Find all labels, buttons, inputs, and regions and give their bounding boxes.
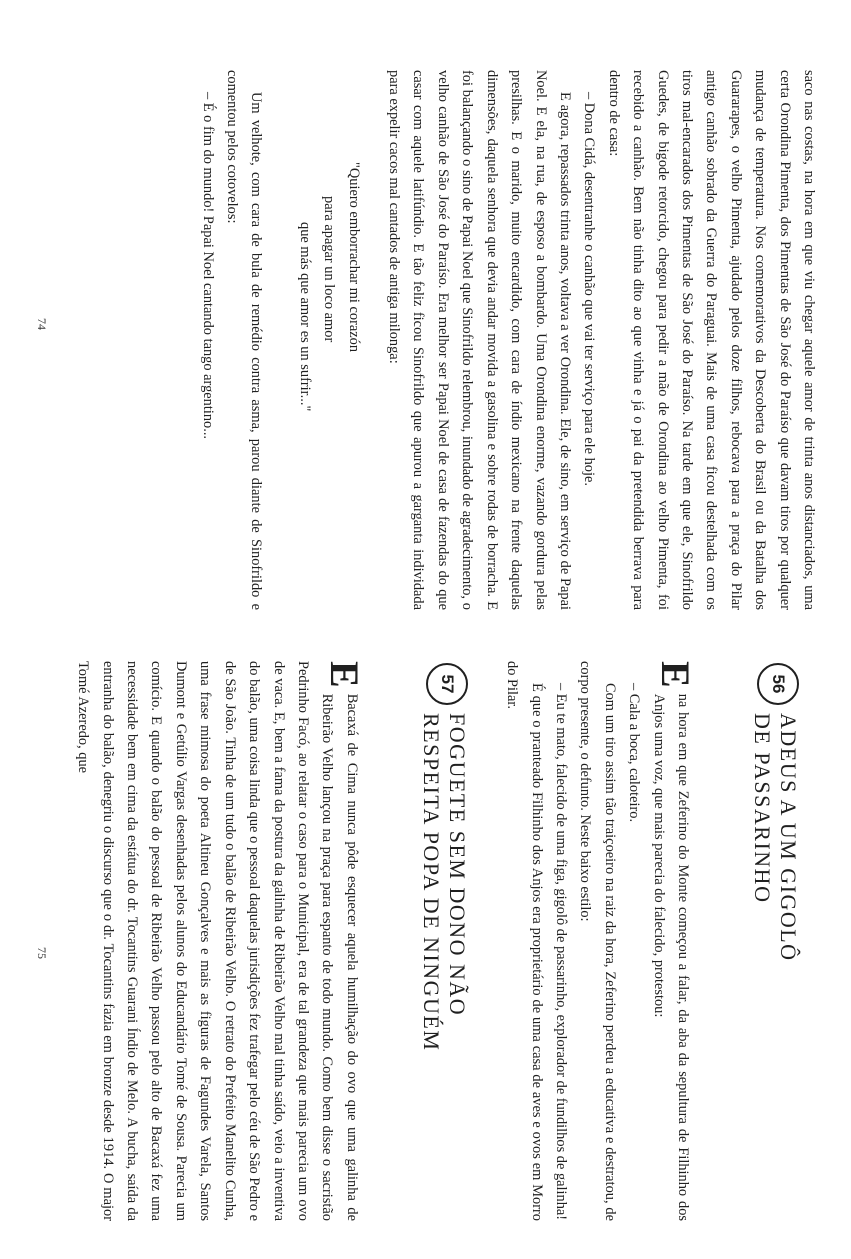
verse-line: para apagar un loco amor [321, 196, 338, 343]
left-page [0, 0, 851, 629]
chapter-title-line: ADEUS A UM GIGOLÔ [776, 713, 801, 962]
chapter-title-line: RESPEITA POPA DE NINGUÉM [418, 713, 444, 1052]
chapter-opening-paragraph [71, 661, 367, 1221]
chapter-title [749, 713, 801, 962]
paragraph-text: na hora em que Zeferino do Monte começou a falar, da aba da sepultura de Filhinho dos Anjos uma voz, que mais parecia do falecido, protestou: [650, 693, 691, 1221]
chapter-56-heading [701, 661, 805, 1221]
chapter-number-badge: 57 [426, 663, 468, 705]
chapter-57-heading [370, 661, 474, 1221]
chapter-title-line: FOGUETE SEM DONO NÃO [444, 713, 470, 1017]
drop-cap: E [321, 661, 367, 688]
paragraph-text: Bacaxá de Cima nunca pôde esquecer aquela humilhação do ovo que uma galinha de Ribeirão Velho lançou na praça para espanto de todo mundo. Como bem disse o sacristão Pedrinho Facó, ao relatar o caso para o Municipal, era de tal grandeza que mais parecia um ovo de vaca. E, bem a fama da postura da galinha de Ribeirão Velho mal tinha saído, veio a inventiva do balão, uma coisa linda que o pessoal daquelas jurisdições fez trafegar pelo céu de São Pedro e de São João. Tinha de um tudo o balão de Ribeirão Velho. O retrato do Prefeito Manelito Cunha, uma frase mimosa do poeta Altineu Gonçalves e mais as figuras de Fagundes Varela, Santos Dumont e Getúlio Vargas desenhadas pelos alunos do Educandário Tomé de Sousa. Parecia um comício. E quando o balão do pessoal de Ribeirão Velho passou pelo alto de Bacaxá fez uma necessidade bem em cima da estátua do dr. Tocantins Guarani Índio de Melo. A bucha, saída da entranha do balão, denegriu o discurso que o dr. Tocantins fazia em bronze desde 1914. O major Tomé Azeredo, que [75, 661, 360, 1221]
paragraph: – É o fim do mundo! Papai Noel cantando tango argentino... [199, 92, 216, 440]
page-number: 74 [35, 318, 49, 330]
chapter-opening-paragraph [646, 661, 698, 1221]
verse-line: "Quiero emborrachar mi corazón [345, 162, 362, 353]
chapter-title [418, 713, 470, 1051]
verse-quote [292, 70, 365, 610]
right-page-text [71, 661, 809, 1221]
paragraph: saco nas costas, na hora em que viu chegar aquele amor de trinta anos distanciados, uma certa Orondina Pimenta, dos Pimentas de São José do Paraíso que davam tiros por qualquer mudança de temperatura. Nos comemorativos da Descoberta do Brasil ou da Batalha dos Guararapes, o velho Pimenta, ajudado pelos doze filhos, rebocava para a praça do Pilar antigo canhão sobrado da Guerra do Paraguai. Mais de uma casa ficou destelhada com os tiros mal-encarados dos Pimentas de São José do Paraíso. Na tarde em que ele, Sinofrildo Guedes, de bigode retorcido, chegou para pedir a mão de Orondina ao velho Pimenta, foi recebido a canhão. Bem não tinha dito ao que vinha e já o pai da pretendida berrava para dentro de casa: [605, 70, 817, 610]
verse-line: que más que amor es un sufrir..." [296, 222, 313, 412]
right-page [0, 629, 851, 1259]
paragraph: – Dona Cidá, desentranhe o canhão que vai ter serviço para ele hoje. [581, 92, 598, 486]
page-number: 75 [35, 947, 49, 959]
chapter-number-badge: 56 [757, 663, 799, 705]
paragraph: – Eu te mato, falecido de uma figa, gigolô de passarinho, explorador de fundilhos de galinha! [552, 683, 569, 1221]
drop-cap: E [653, 661, 698, 688]
paragraph: Um velhote, com cara de bula de remédio contra asma, parou diante de Sinofrildo e comentou pelos cotovelos: [224, 70, 265, 610]
paragraph: – Cala a boca, caloteiro. [626, 683, 643, 823]
chapter-title-line: DE PASSARINHO [750, 713, 775, 904]
paragraph: E agora, repassados trinta anos, voltava a ver Orondina. Ele, de sino, em serviço de Papai Noel. E ela, na rua, de esposo a bombardo. Uma Orondina enorme, vazando gordura pelas presilhas. E o marido, muito encardido, com cara de índio mexicano na frente daquelas dimensões, daquela senhora que devia andar movida a gasolina e sobre rodas de borracha. E foi balançando o sino de Papai Noel que Sinofrildo relembrou, inundado de agradecimento, o velho canhão de São José do Paraíso. Era melhor ser Papai Noel de casa de fazendas do que casar com aquele latifúndio. E tão feliz ficou Sinofrildo que apurou a garganta individada para expelir cacos mal cantados de antiga milonga: [386, 70, 573, 610]
paragraph: Com um tiro assim tão traiçoeiro na raiz da hora, Zeferino perdeu a educativa e destratou, de corpo presente, o defunto. Neste baixo estilo: [577, 661, 618, 1221]
left-page-text [195, 70, 821, 610]
paragraph: É que o pranteado Filhinho dos Anjos era proprietário de uma casa de aves e ovos em Morro do Pilar. [504, 661, 545, 1221]
